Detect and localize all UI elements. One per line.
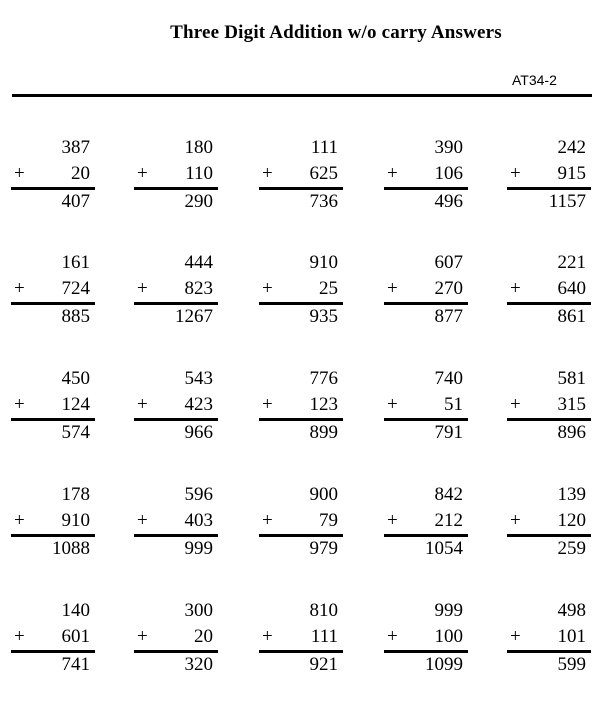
addend-bottom: 403 bbox=[184, 510, 213, 531]
answer: 741 bbox=[61, 654, 90, 675]
addend-bottom: 101 bbox=[557, 626, 586, 647]
plus-sign: + bbox=[387, 626, 398, 647]
sum-line bbox=[134, 534, 218, 537]
plus-sign: + bbox=[262, 626, 273, 647]
addition-problem bbox=[137, 484, 217, 564]
plus-sign: + bbox=[262, 163, 273, 184]
addend-bottom: 20 bbox=[71, 163, 90, 184]
plus-sign: + bbox=[510, 510, 521, 531]
answer: 496 bbox=[434, 191, 463, 212]
addition-problem bbox=[262, 368, 342, 448]
addend-bottom: 601 bbox=[61, 626, 90, 647]
sum-line bbox=[259, 187, 343, 190]
addend-top: 999 bbox=[434, 600, 463, 621]
addend-top: 842 bbox=[434, 484, 463, 505]
answer: 791 bbox=[434, 422, 463, 443]
addition-problem bbox=[510, 600, 590, 680]
answer: 899 bbox=[309, 422, 338, 443]
addend-top: 543 bbox=[184, 368, 213, 389]
addend-bottom: 423 bbox=[184, 394, 213, 415]
plus-sign: + bbox=[137, 278, 148, 299]
addend-top: 140 bbox=[61, 600, 90, 621]
sum-line bbox=[134, 187, 218, 190]
answer: 320 bbox=[184, 654, 213, 675]
addition-problem bbox=[510, 368, 590, 448]
addend-top: 581 bbox=[557, 368, 586, 389]
sum-line bbox=[384, 534, 468, 537]
addend-top: 387 bbox=[61, 137, 90, 158]
plus-sign: + bbox=[14, 163, 25, 184]
answer: 1054 bbox=[425, 538, 463, 559]
sum-line bbox=[259, 302, 343, 305]
answer: 574 bbox=[61, 422, 90, 443]
answer: 935 bbox=[309, 306, 338, 327]
addend-bottom: 270 bbox=[434, 278, 463, 299]
addend-bottom: 212 bbox=[434, 510, 463, 531]
plus-sign: + bbox=[262, 394, 273, 415]
addend-bottom: 106 bbox=[434, 163, 463, 184]
sum-line bbox=[11, 650, 95, 653]
plus-sign: + bbox=[387, 163, 398, 184]
addition-problem bbox=[510, 137, 590, 217]
sum-line bbox=[11, 302, 95, 305]
addend-top: 740 bbox=[434, 368, 463, 389]
answer: 979 bbox=[309, 538, 338, 559]
addend-bottom: 110 bbox=[185, 163, 213, 184]
addend-top: 242 bbox=[557, 137, 586, 158]
addition-problem bbox=[137, 252, 217, 332]
addend-bottom: 123 bbox=[309, 394, 338, 415]
plus-sign: + bbox=[14, 394, 25, 415]
sum-line bbox=[507, 418, 591, 421]
answer: 736 bbox=[309, 191, 338, 212]
addend-top: 139 bbox=[557, 484, 586, 505]
plus-sign: + bbox=[262, 278, 273, 299]
addition-problem bbox=[14, 600, 94, 680]
addend-bottom: 100 bbox=[434, 626, 463, 647]
plus-sign: + bbox=[137, 510, 148, 531]
addition-problem bbox=[262, 484, 342, 564]
addition-problem bbox=[510, 252, 590, 332]
addition-problem bbox=[137, 368, 217, 448]
sum-line bbox=[384, 187, 468, 190]
addition-problem bbox=[14, 137, 94, 217]
sum-line bbox=[134, 650, 218, 653]
addend-top: 910 bbox=[309, 252, 338, 273]
addend-bottom: 724 bbox=[61, 278, 90, 299]
plus-sign: + bbox=[387, 278, 398, 299]
answer: 921 bbox=[309, 654, 338, 675]
addition-problem bbox=[137, 137, 217, 217]
addition-problem bbox=[510, 484, 590, 564]
plus-sign: + bbox=[387, 510, 398, 531]
addend-top: 161 bbox=[61, 252, 90, 273]
addend-bottom: 915 bbox=[557, 163, 586, 184]
addend-bottom: 120 bbox=[557, 510, 586, 531]
addend-top: 596 bbox=[184, 484, 213, 505]
addend-bottom: 20 bbox=[194, 626, 213, 647]
addition-problem bbox=[387, 600, 467, 680]
plus-sign: + bbox=[14, 510, 25, 531]
addend-bottom: 25 bbox=[319, 278, 338, 299]
plus-sign: + bbox=[510, 626, 521, 647]
answer: 885 bbox=[61, 306, 90, 327]
addend-top: 450 bbox=[61, 368, 90, 389]
addition-problem bbox=[14, 484, 94, 564]
sum-line bbox=[11, 187, 95, 190]
sum-line bbox=[11, 418, 95, 421]
addend-top: 390 bbox=[434, 137, 463, 158]
answer: 290 bbox=[184, 191, 213, 212]
answer: 896 bbox=[557, 422, 586, 443]
addend-bottom: 124 bbox=[61, 394, 90, 415]
plus-sign: + bbox=[14, 278, 25, 299]
addend-bottom: 111 bbox=[310, 626, 338, 647]
answer: 1157 bbox=[548, 191, 586, 212]
plus-sign: + bbox=[137, 626, 148, 647]
sum-line bbox=[384, 418, 468, 421]
addend-top: 498 bbox=[557, 600, 586, 621]
addend-top: 900 bbox=[309, 484, 338, 505]
addend-bottom: 910 bbox=[61, 510, 90, 531]
addition-problem bbox=[14, 368, 94, 448]
addition-problem bbox=[387, 368, 467, 448]
sum-line bbox=[507, 302, 591, 305]
addend-bottom: 79 bbox=[319, 510, 338, 531]
addition-problem bbox=[137, 600, 217, 680]
plus-sign: + bbox=[262, 510, 273, 531]
answer: 599 bbox=[557, 654, 586, 675]
addition-problem bbox=[387, 252, 467, 332]
answer: 966 bbox=[184, 422, 213, 443]
answer: 877 bbox=[434, 306, 463, 327]
worksheet-title: Three Digit Addition w/o carry Answers bbox=[170, 22, 502, 43]
sum-line bbox=[259, 418, 343, 421]
answer: 999 bbox=[184, 538, 213, 559]
addend-bottom: 640 bbox=[557, 278, 586, 299]
plus-sign: + bbox=[387, 394, 398, 415]
plus-sign: + bbox=[137, 394, 148, 415]
answer: 1088 bbox=[52, 538, 90, 559]
answer: 861 bbox=[557, 306, 586, 327]
answer: 1267 bbox=[175, 306, 213, 327]
addend-top: 221 bbox=[557, 252, 586, 273]
addend-bottom: 51 bbox=[444, 394, 463, 415]
answer: 407 bbox=[61, 191, 90, 212]
addition-problem bbox=[387, 137, 467, 217]
addend-top: 180 bbox=[184, 137, 213, 158]
sum-line bbox=[507, 534, 591, 537]
addend-bottom: 823 bbox=[184, 278, 213, 299]
addend-top: 444 bbox=[184, 252, 213, 273]
sum-line bbox=[507, 650, 591, 653]
addend-bottom: 315 bbox=[557, 394, 586, 415]
addition-problem bbox=[387, 484, 467, 564]
addend-top: 776 bbox=[309, 368, 338, 389]
addend-top: 300 bbox=[184, 600, 213, 621]
addend-top: 111 bbox=[310, 137, 338, 158]
answer: 259 bbox=[557, 538, 586, 559]
addition-problem bbox=[14, 252, 94, 332]
plus-sign: + bbox=[137, 163, 148, 184]
addend-top: 607 bbox=[434, 252, 463, 273]
addend-bottom: 625 bbox=[309, 163, 338, 184]
sum-line bbox=[11, 534, 95, 537]
sum-line bbox=[384, 302, 468, 305]
sum-line bbox=[507, 187, 591, 190]
plus-sign: + bbox=[510, 394, 521, 415]
addition-problem bbox=[262, 137, 342, 217]
addend-top: 178 bbox=[61, 484, 90, 505]
addition-problem bbox=[262, 600, 342, 680]
plus-sign: + bbox=[510, 163, 521, 184]
sum-line bbox=[134, 418, 218, 421]
addend-top: 810 bbox=[309, 600, 338, 621]
addition-problem bbox=[262, 252, 342, 332]
sum-line bbox=[259, 650, 343, 653]
sum-line bbox=[134, 302, 218, 305]
plus-sign: + bbox=[14, 626, 25, 647]
answer: 1099 bbox=[425, 654, 463, 675]
worksheet-code: AT34-2 bbox=[512, 72, 557, 88]
plus-sign: + bbox=[510, 278, 521, 299]
sum-line bbox=[259, 534, 343, 537]
sum-line bbox=[384, 650, 468, 653]
